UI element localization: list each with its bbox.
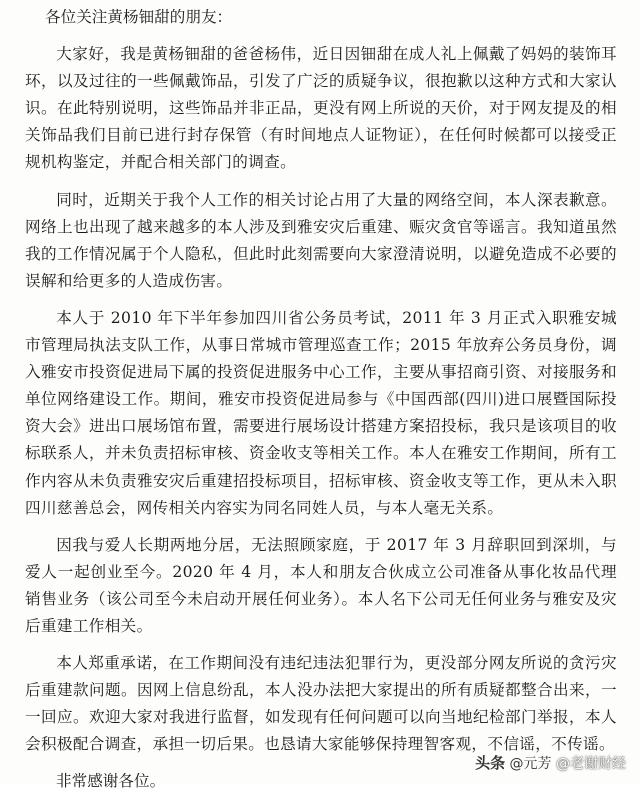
watermark-faint: @老谢财经: [556, 756, 626, 772]
salutation: 各位关注黄杨钿甜的朋友：: [45, 8, 233, 26]
closing: 非常感谢各位。: [56, 772, 166, 791]
paragraph-2: 同时，近期关于我个人工作的相关讨论占用了大量的网络空间，本人深表歉意。网络上也出现了越来越多的本人涉及到雅安灾后重建、赈灾贪官等谣言。我知道虽然我的工作情况属于个人隐私，但此时此刻需要向大家澄清说明，以避免造成不必要的误解和给更多的人造成伤害。: [25, 190, 617, 290]
paragraph-1: 大家好，我是黄杨钿甜的爸爸杨伟，近日因钿甜在成人礼上佩戴了妈妈的装饰耳环，以及过往的一些佩戴饰品，引发了广泛的质疑争议，很抱歉以这种方式和大家认识。在此特别说明，这些饰品并非正品，更没有网上所说的天价，对于网友提及的相关饰品我们目前已进行封存保管（有时间地点人证物证），在任何时候都可以接受正规机构鉴定，并配合相关部门的调查。: [25, 45, 617, 172]
watermark: [475, 752, 626, 773]
watermark-handle: @元芳: [509, 756, 552, 772]
paragraph-3: 本人于 2010 年下半年参加四川省公务员考试，2011 年 3 月正式入职雅安城市管理局执法支队工作，从事日常城市管理巡查工作；2015 年放弃公务员身份，调入雅安市投资促进局下属的投资促进服务中心工作，主要从事招商引资、对接服务和单位网络建设工作。期间，雅安市投资促进局参与《中国西部(四川)进口展暨国际投资大会》进出口展场馆布置，需要进行展场设计搭建方案招投标，我只是该项目的收标联系人，并未负责招标审核、资金收支等相关工作。本人在雅安工作期间，所有工作内容从未负责雅安灾后重建招投标项目，招标审核、资金收支等工作，更从未入职四川慈善总会，网传相关内容实为同名同姓人员，与本人毫无关系。: [25, 308, 617, 517]
paragraph-5: 本人郑重承诺，在工作期间没有违纪违法犯罪行为，更没部分网友所说的贪污灾后重建款问题。因网上信息纷乱，本人没办法把大家提出的所有质疑都整合出来，一一回应。欢迎大家对我进行监督，如发现有任何问题可以向当地纪检部门举报，本人会积极配合调查，承担一切后果。也恳请大家能够保持理智客观，不信谣，不传谣。: [25, 654, 617, 754]
letter-body: [25, 4, 617, 796]
paragraph-4: 因我与爱人长期两地分居，无法照顾家庭，于 2017 年 3 月辞职回到深圳，与爱人一起创业至今。2020 年 4 月，本人和朋友合伙成立公司准备从事化妆品代理销售业务（该公司至今未启动开展任何业务）。本人名下公司无任何业务与雅安及灾后重建工作相关。: [25, 535, 617, 635]
watermark-brand: 头条: [475, 754, 506, 772]
